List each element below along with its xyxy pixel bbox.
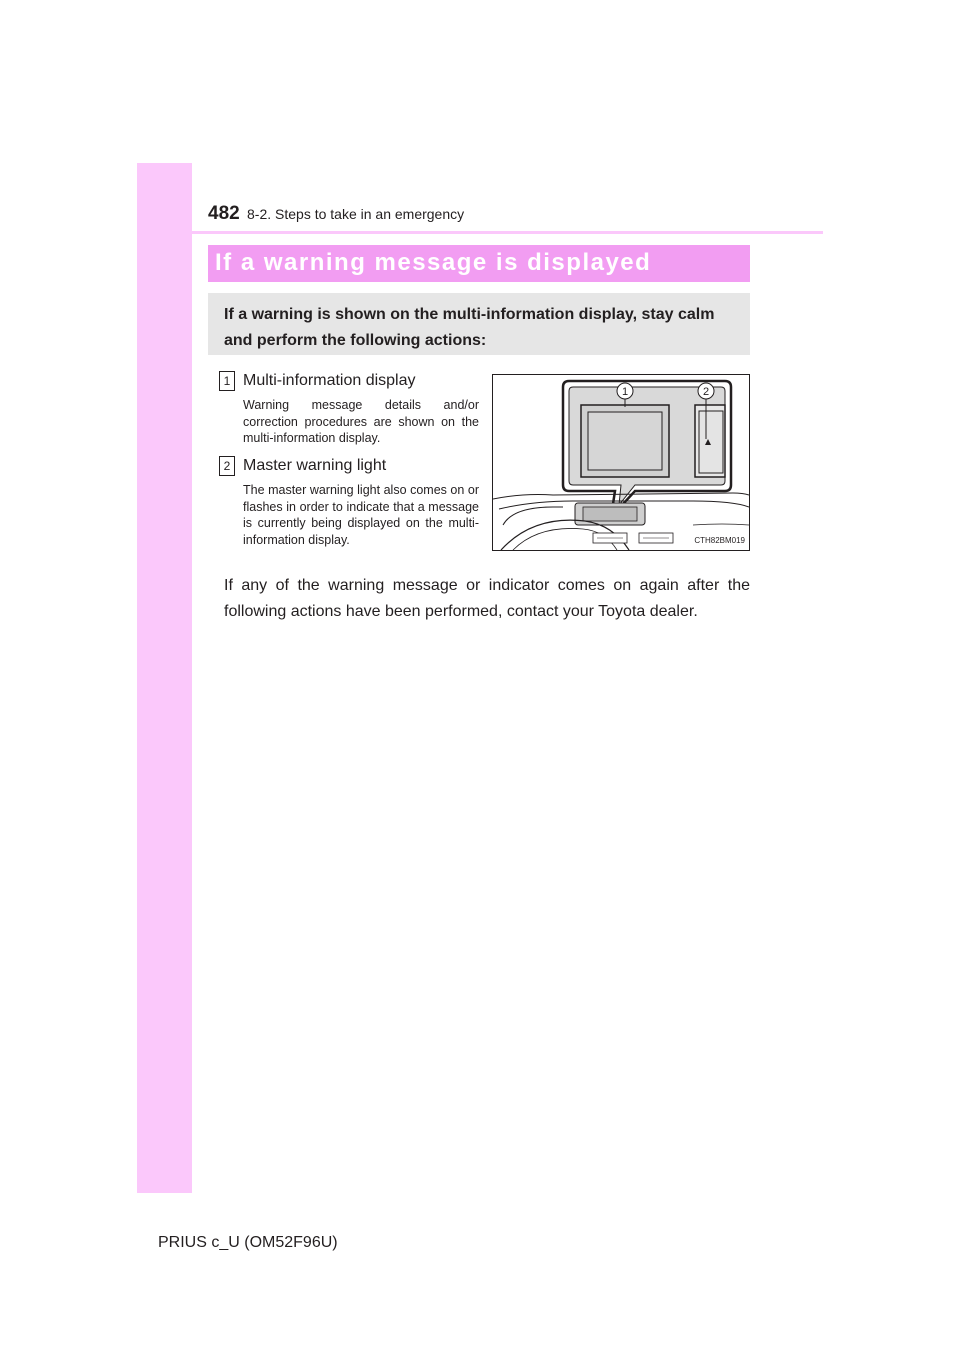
header-rule bbox=[137, 231, 823, 234]
item-2-title: Master warning light bbox=[243, 457, 387, 474]
footer-model-code: PRIUS c_U (OM52F96U) bbox=[158, 1234, 338, 1251]
side-tab bbox=[137, 163, 192, 1193]
dashboard-illustration bbox=[492, 374, 750, 551]
page-number: 482 bbox=[208, 203, 240, 224]
section-reference: 8-2. Steps to take in an emergency bbox=[247, 206, 465, 222]
intro-text: If a warning is shown on the multi-information display, stay calm and perform the following actions: bbox=[224, 306, 715, 349]
item-2-description: The master warning light also comes on or flashes in order to indicate that a message is currently being displayed on the multi-information display. bbox=[243, 483, 479, 547]
item-1-number: 1 bbox=[219, 371, 235, 391]
item-1-title: Multi-information display bbox=[243, 372, 416, 389]
section-title: If a warning message is displayed bbox=[215, 249, 652, 276]
figure-code: CTH82BM019 bbox=[694, 536, 745, 545]
callout-2: 2 bbox=[702, 386, 710, 398]
callout-1: 1 bbox=[621, 386, 629, 398]
body-text: If any of the warning message or indicator comes on again after the following actions have been performed, contact your Toyota dealer. bbox=[224, 577, 750, 620]
item-2-number: 2 bbox=[219, 456, 235, 476]
item-1-description: Warning message details and/or correction procedures are shown on the multi-information display. bbox=[243, 398, 479, 445]
